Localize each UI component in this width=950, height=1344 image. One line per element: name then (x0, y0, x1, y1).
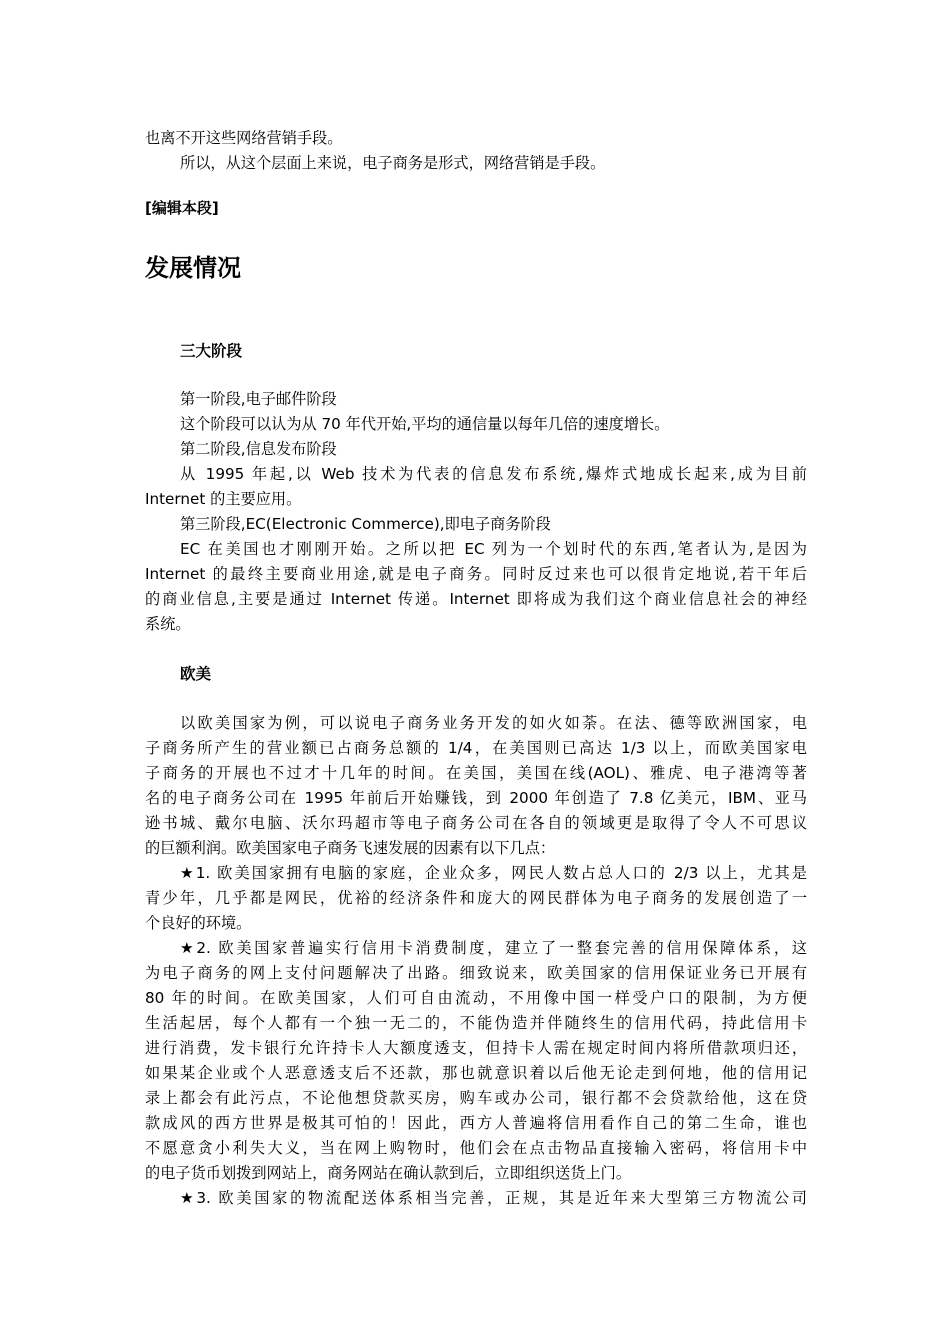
paragraph-line: 如果某企业或个人恶意透支后不还款，那也就意识着以后他无论走到何地，他的信用记 (145, 1064, 807, 1082)
paragraph-line: 进行消费，发卡银行允许持卡人大额度透支，但持卡人需在规定时间内将所借款项归还， (145, 1039, 807, 1057)
paragraph-line: 的巨额利润。欧美国家电子商务飞速发展的因素有以下几点： (145, 839, 556, 857)
subsection-heading-west: 欧美 (180, 665, 212, 683)
edit-section-link[interactable]: [编辑本段] (145, 199, 219, 217)
paragraph-line: 子商务所产生的营业额已占商务总额的 1/4，在美国则已高达 1/3 以上，而欧美国家电 (145, 739, 807, 757)
paragraph-line: ★2. 欧美国家普遍实行信用卡消费制度，建立了一整套完善的信用保障体系，这 (180, 939, 807, 957)
paragraph-line: 这个阶段可以认为从 70 年代开始,平均的通信量以每年几倍的速度增长。 (180, 415, 670, 433)
paragraph-line: 第三阶段,EC(Electronic Commerce),即电子商务阶段 (180, 515, 551, 533)
paragraph-line: 为电子商务的网上支付问题解决了出路。细致说来，欧美国家的信用保证业务已开展有 (145, 964, 807, 982)
section-title: 发展情况 (145, 254, 241, 282)
paragraph-line: EC 在美国也才刚刚开始。之所以把 EC 列为一个划时代的东西,笔者认为,是因为 (180, 540, 807, 558)
paragraph-line: 子商务的开展也不过才十几年的时间。在美国，美国在线(AOL)、雅虎、电子港湾等著 (145, 764, 807, 782)
paragraph-line: 系统。 (145, 615, 191, 633)
paragraph-line: 的电子货币划拨到网站上，商务网站在确认款到后，立即组织送货上门。 (145, 1164, 631, 1182)
paragraph-line: Internet 的主要应用。 (145, 490, 302, 508)
paragraph-line: 青少年，几乎都是网民，优裕的经济条件和庞大的网民群体为电子商务的发展创造了一 (145, 889, 807, 907)
paragraph-line: 个良好的环境。 (145, 914, 252, 932)
paragraph-line: 以欧美国家为例，可以说电子商务业务开发的如火如荼。在法、德等欧洲国家，电 (180, 714, 807, 732)
paragraph-line: 逊书城、戴尔电脑、沃尔玛超市等电子商务公司在各自的领域更是取得了令人不可思议 (145, 814, 807, 832)
paragraph-line: ★3. 欧美国家的物流配送体系相当完善，正规，其是近年来大型第三方物流公司 (180, 1189, 807, 1207)
paragraph-line: 第二阶段,信息发布阶段 (180, 440, 337, 458)
paragraph-line: 的商业信息,主要是通过 Internet 传递。Internet 即将成为我们这个商业信息社会的神经 (145, 590, 807, 608)
paragraph-line: 录上都会有此污点，不论他想贷款买房，购车或办公司，银行都不会贷款给他，这在贷 (145, 1089, 807, 1107)
intro-line: 所以，从这个层面上来说，电子商务是形式，网络营销是手段。 (180, 154, 606, 172)
subsection-heading-stages: 三大阶段 (180, 342, 243, 360)
paragraph-line: 80 年的时间。在欧美国家，人们可自由流动，不用像中国一样受户口的限制，为方便 (145, 989, 807, 1007)
paragraph-line: ★1. 欧美国家拥有电脑的家庭，企业众多，网民人数占总人口的 2/3 以上，尤其是 (180, 864, 807, 882)
paragraph-line: Internet 的最终主要商业用途,就是电子商务。同时反过来也可以很肯定地说,若干年后 (145, 565, 807, 583)
paragraph-line: 从 1995 年起,以 Web 技术为代表的信息发布系统,爆炸式地成长起来,成为目前 (180, 465, 807, 483)
paragraph-line: 款成风的西方世界是极其可怕的！因此，西方人普遍将信用看作自己的第二生命，谁也 (145, 1114, 807, 1132)
paragraph-line: 生活起居，每个人都有一个独一无二的，不能伪造并伴随终生的信用代码，持此信用卡 (145, 1014, 807, 1032)
paragraph-line: 不愿意贪小利失大义，当在网上购物时，他们会在点击物品直接输入密码，将信用卡中 (145, 1139, 807, 1157)
paragraph-line: 名的电子商务公司在 1995 年前后开始赚钱，到 2000 年创造了 7.8 亿美元，IBM、亚马 (145, 789, 807, 807)
paragraph-line: 第一阶段,电子邮件阶段 (180, 390, 337, 408)
intro-line: 也离不开这些网络营销手段。 (145, 129, 343, 147)
